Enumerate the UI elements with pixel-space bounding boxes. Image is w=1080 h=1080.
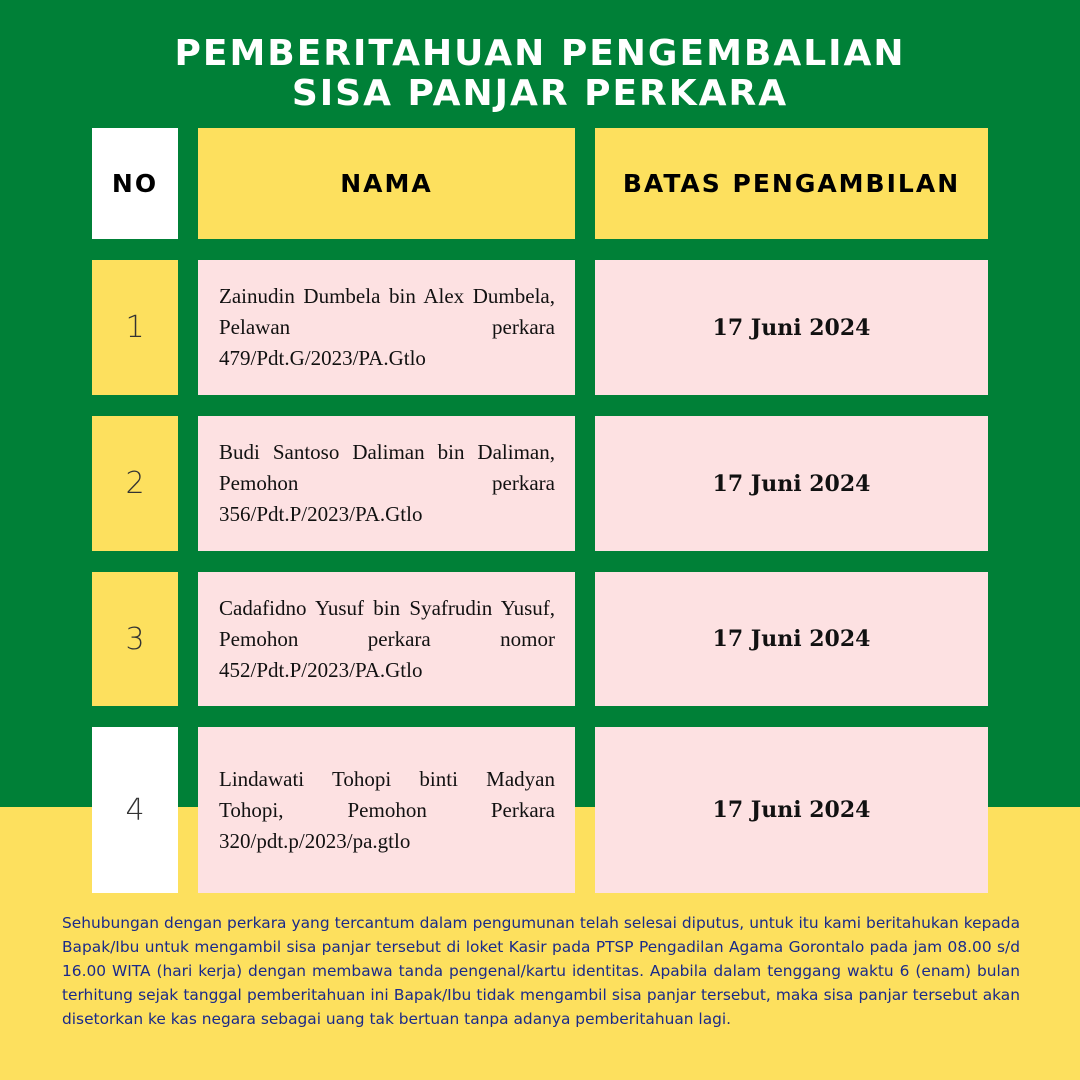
row-2-no: 2 [92, 416, 178, 551]
row-2-nama-text: Budi Santoso Daliman bin Daliman, Pemohon perkara 356/Pdt.P/2023/PA.Gtlo [219, 440, 555, 526]
header-no: NO [92, 128, 178, 239]
row-1-batas: 17 Juni 2024 [595, 260, 988, 395]
row-4-nama [198, 727, 575, 893]
row-2-batas: 17 Juni 2024 [595, 416, 988, 551]
row-1-nama-text: Zainudin Dumbela bin Alex Dumbela, Pelawan perkara 479/Pdt.G/2023/PA.Gtlo [219, 284, 555, 370]
page-title [0, 34, 1080, 114]
row-3-nama-text: Cadafidno Yusuf bin Syafrudin Yusuf, Pemohon perkara nomor 452/Pdt.P/2023/PA.Gtlo [219, 595, 555, 682]
footer-notice: Sehubungan dengan perkara yang tercantum dalam pengumunan telah selesai diputus, untuk itu kami beritahukan kepada Bapak/Ibu untuk mengambil sisa panjar tersebut di loket Kasir pada PTSP Pengadilan Agama Gorontalo pada jam 08.00 s/d 16.00 WITA (hari kerja) dengan membawa tanda pengenal/kartu identitas. Apabila dalam tenggang waktu 6 (enam) bulan terhitung sejak tanggal pemberitahuan ini Bapak/Ibu tidak mengambil sisa panjar tersebut, maka sisa panjar tersebut akan disetorkan ke kas negara sebagai uang tak bertuan tanpa adanya pemberitahuan lagi. [62, 914, 1020, 1028]
row-1-no: 1 [92, 260, 178, 395]
header-nama: NAMA [198, 128, 575, 239]
row-3-no: 3 [92, 572, 178, 706]
row-4-nama-text: Lindawati Tohopi binti Madyan Tohopi, Pemohon Perkara 320/pdt.p/2023/pa.gtlo [219, 766, 555, 853]
row-4-no: 4 [92, 727, 178, 893]
row-3-nama [198, 572, 575, 706]
row-1-nama [198, 260, 575, 395]
row-3-batas: 17 Juni 2024 [595, 572, 988, 706]
title-line-1: PEMBERITAHUAN PENGEMBALIAN [174, 33, 906, 74]
row-2-nama [198, 416, 575, 551]
title-line-2: SISA PANJAR PERKARA [291, 73, 789, 114]
header-batas-pengambilan: BATAS PENGAMBILAN [595, 128, 988, 239]
row-4-batas: 17 Juni 2024 [595, 727, 988, 893]
